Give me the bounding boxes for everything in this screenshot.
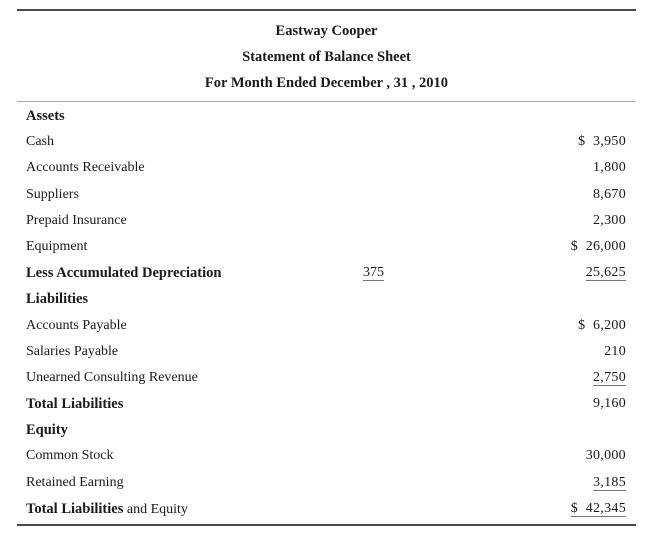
line-item-label: Retained Earning [26,474,124,490]
line-item-label: Equipment [26,238,88,254]
line-item-amount: $ 3,950 [578,134,626,150]
line-item-common-stock [17,443,636,469]
line-item-amount: 210 [604,343,626,359]
section-heading-liabilities [17,286,636,312]
line-item-label: Accounts Payable [26,317,127,333]
section-heading-label: Equity [26,422,68,439]
total-label-bold: Total Liabilities [26,500,124,517]
line-item-amount: 1,800 [593,160,626,176]
net-equipment-amount: 25,625 [585,265,626,281]
balance-sheet [17,9,636,526]
total-label [26,496,188,523]
section-heading-label: Liabilities [26,291,89,308]
line-item-label: Salaries Payable [26,343,119,359]
line-item-equipment [17,234,636,260]
section-heading-assets [17,103,636,129]
line-item-prepaid-insurance [17,208,636,234]
line-item-label: Prepaid Insurance [26,212,127,228]
line-item-amount: $ 6,200 [578,317,626,333]
line-item-suppliers [17,182,636,208]
statement-body [17,102,636,522]
line-item-cash [17,129,636,155]
line-item-accumulated-depreciation [17,260,636,286]
statement-header [17,11,636,101]
line-item-amount: 2,750 [593,369,626,385]
line-item-unearned-consulting-revenue [17,365,636,391]
line-item-accounts-payable [17,313,636,339]
grand-total-amount: $ 42,345 [570,500,626,516]
total-liabilities-and-equity-row [17,496,636,522]
depreciation-sub-amount: 375 [363,265,384,281]
total-amount: 9,160 [593,396,626,412]
line-item-amount: $ 26,000 [570,238,626,254]
section-heading-equity [17,417,636,443]
section-heading-label: Assets [26,108,65,124]
company-name: Eastway Cooper [275,23,378,39]
line-item-label: Common Stock [26,448,114,464]
line-item-salaries-payable [17,339,636,365]
line-item-label: Suppliers [26,186,79,202]
line-item-label: Less Accumulated Depreciation [26,265,222,282]
line-item-amount: 3,185 [593,474,626,490]
line-item-label: Accounts Receivable [26,160,145,176]
statement-period: For Month Ended December , 31 , 2010 [204,75,449,91]
statement-title: Statement of Balance Sheet [242,49,411,65]
total-label-rest: and Equity [123,501,188,517]
bottom-rule [17,524,636,526]
line-item-label: Cash [26,134,54,150]
line-item-amount: 2,300 [593,212,626,228]
line-item-accounts-receivable [17,155,636,181]
line-item-label: Unearned Consulting Revenue [26,369,198,385]
total-label: Total Liabilities [26,396,124,413]
line-item-amount: 30,000 [585,448,626,464]
line-item-amount: 8,670 [593,186,626,202]
line-item-retained-earning [17,470,636,496]
total-liabilities-row [17,391,636,417]
